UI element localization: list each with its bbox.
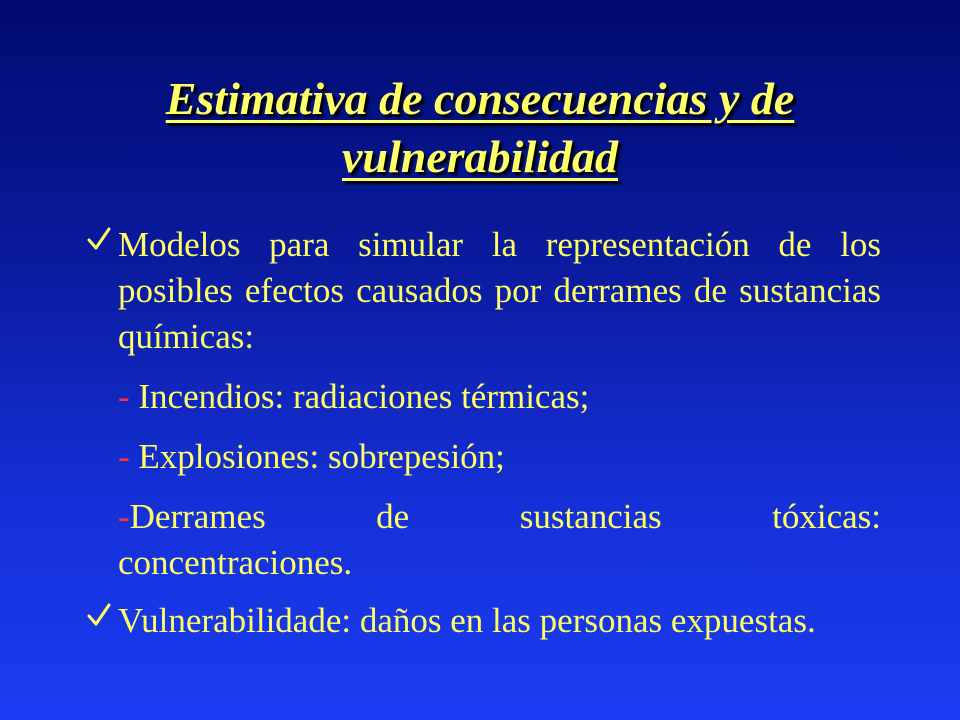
sub-item-incendios	[86, 374, 881, 420]
sub-item-text-continuation: concentraciones.	[118, 543, 353, 582]
slide-content	[86, 222, 881, 644]
bullet-text: Modelos para simular la representación de los posibles efectos causados por derrames de sustancias químicas:	[118, 225, 881, 356]
sub-item-text: Incendios: radiaciones térmicas;	[138, 377, 590, 416]
bullet-text: Vulnerabilidade: daños en las personas expuestas.	[118, 601, 816, 640]
sub-item-text: Derrames de sustancias tóxicas:	[129, 497, 881, 536]
dash-marker: -	[118, 437, 139, 476]
sub-item-explosiones	[86, 434, 881, 480]
dash-marker: -	[118, 377, 139, 416]
sub-item-text: Explosiones: sobrepesión;	[138, 437, 505, 476]
checkmark-icon	[86, 226, 112, 252]
sub-item-derrames	[86, 494, 881, 586]
bullet-item-vulnerabilidade	[86, 598, 881, 644]
dash-marker: -	[118, 497, 130, 536]
bullet-item-models	[86, 222, 881, 360]
slide-title: Estimativa de consecuencias y de vulnerabilidad	[165, 73, 795, 182]
checkmark-icon	[86, 602, 112, 628]
